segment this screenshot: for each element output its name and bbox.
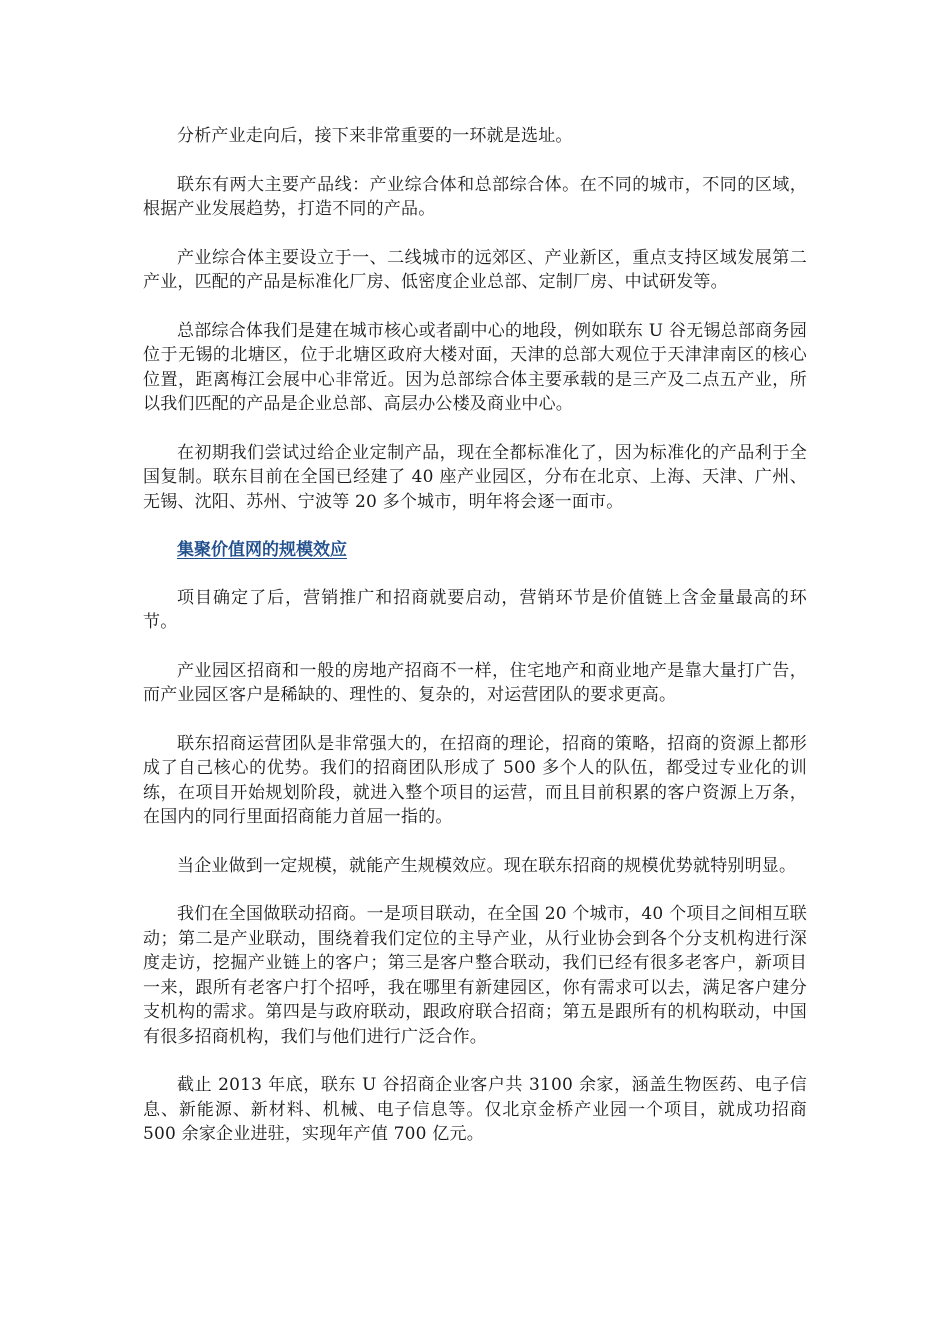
paragraph-standardization: 在初期我们尝试过给企业定制产品，现在全都标准化了，因为标准化的产品利于全国复制。联东目前在全国已经建了 40 座产业园区，分布在北京、上海、天津、广州、无锡、沈阳、苏州、宁波等 20 多个城市，明年将会逐一面市。 xyxy=(143,442,807,512)
paragraph-marketing: 项目确定了后，营销推广和招商就要启动，营销环节是价值链上含金量最高的环节。 xyxy=(143,587,807,632)
paragraph-headquarters-complex: 总部综合体我们是建在城市核心或者副中心的地段，例如联东 U 谷无锡总部商务园位于无锡的北塘区，位于北塘区政府大楼对面，天津的总部大观位于天津津南区的核心位置，距离梅江会展中心非常近。因为总部综合体主要承载的是三产及二点五产业，所以我们匹配的产品是企业总部、高层办公楼及商业中心。 xyxy=(143,320,807,414)
section-heading: 集聚价值网的规模效应 xyxy=(177,540,347,560)
paragraph-operations-team: 联东招商运营团队是非常强大的，在招商的理论，招商的策略，招商的资源上都形成了自己核心的优势。我们的招商团队形成了 500 多个人的队伍，都受过专业化的训练，在项目开始规划阶段，就进入整个项目的运营，而且目前积累的客户资源上万条，在国内的同行里面招商能力首屈一指的。 xyxy=(143,733,807,827)
paragraph-scale-effect: 当企业做到一定规模，就能产生规模效应。现在联东招商的规模优势就特别明显。 xyxy=(177,855,797,876)
paragraph-2013-results: 截止 2013 年底，联东 U 谷招商企业客户共 3100 余家，涵盖生物医药、电子信息、新能源、新材料、机械、电子信息等。仅北京金桥产业园一个项目，就成功招商 500 余家企业进驻，实现年产值 700 亿元。 xyxy=(143,1075,807,1144)
paragraph-park-investment: 产业园区招商和一般的房地产招商不一样，住宅地产和商业地产是靠大量打广告，而产业园区客户是稀缺的、理性的、复杂的，对运营团队的要求更高。 xyxy=(143,660,807,705)
paragraph-joint-investment: 我们在全国做联动招商。一是项目联动，在全国 20 个城市，40 个项目之间相互联动；第二是产业联动，围绕着我们定位的主导产业，从行业协会到各个分支机构进行深度走访，挖掘产业链上的客户；第三是客户整合联动，我们已经有很多老客户，新项目一来，跟所有老客户打个招呼，我在哪里有新建园区，你有需求可以去，满足客户建分支机构的需求。第四是与政府联动，跟政府联合招商；第五是跟所有的机构联动，中国有很多招商机构，我们与他们进行广泛合作。 xyxy=(143,904,807,1047)
paragraph-site-selection: 分析产业走向后，接下来非常重要的一环就是选址。 xyxy=(177,126,573,146)
paragraph-product-lines: 联东有两大主要产品线：产业综合体和总部综合体。在不同的城市，不同的区域，根据产业发展趋势，打造不同的产品。 xyxy=(143,174,807,219)
paragraph-industrial-complex: 产业综合体主要设立于一、二线城市的远郊区、产业新区，重点支持区域发展第二产业，匹配的产品是标准化厂房、低密度企业总部、定制厂房、中试研发等。 xyxy=(143,247,807,292)
document-page xyxy=(143,124,807,1171)
